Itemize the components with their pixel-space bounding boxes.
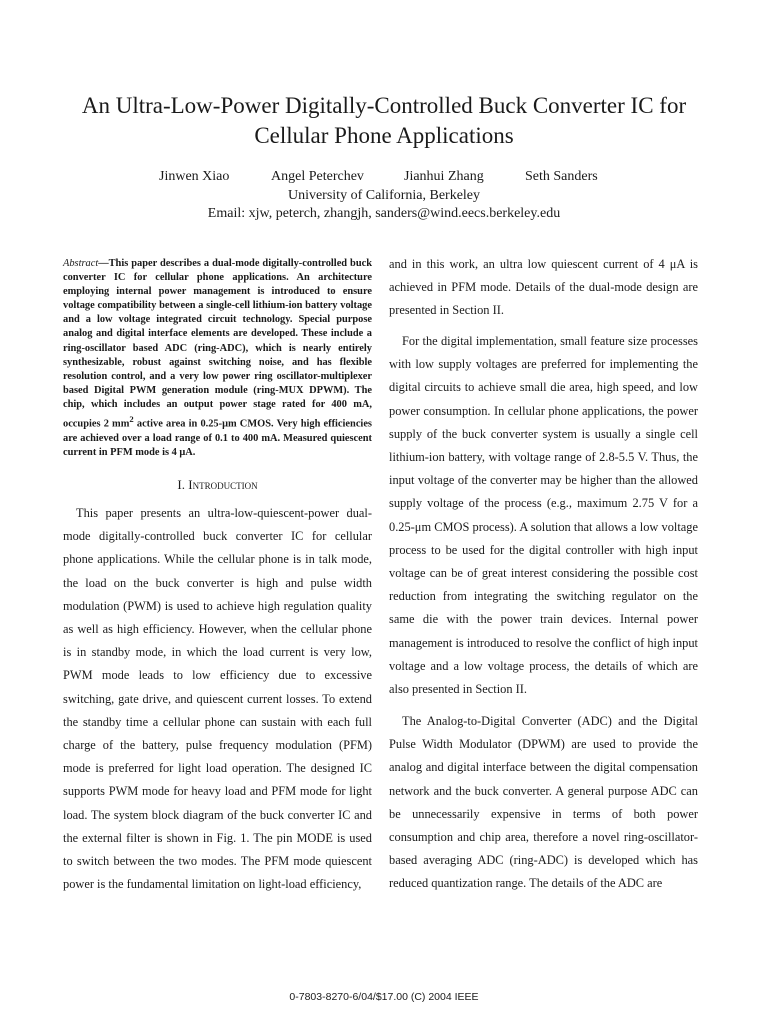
right-paragraph-3: The Analog-to-Digital Converter (ADC) and the Digital Pulse Width Modulator (DPWM) are used to provide the analog and digital interface between the digital compensation network and the buck converter. A general purpose ADC can be unnecessarily expensive in terms of both power consumption and chip area, therefore a novel ring-oscillator-based averaging ADC (ring-ADC) is developed which has reduced quantization range. The details of the ADC are xyxy=(389,714,698,891)
section-title: Introduction xyxy=(188,477,258,492)
email-line: Email: xjw, peterch, zhangjh, sanders@wind.eecs.berkeley.edu xyxy=(207,206,561,221)
abstract-text: This paper describes a dual-mode digitally-controlled buck converter IC for cellular phone applications. An architecture employing internal power management is introduced to ensure voltage compatibility between a single-cell lithium-ion battery voltage and a low voltage integrated circuit technology. Special purpose analog and digital interface elements are developed. These include a ring-oscillator based ADC (ring-ADC), which is nearly entirely synthesizable, robust against switching noise, and has flexible resolution control, and a very low power ring oscillator-multiplexer based Digital PWM generation module (ring-MUX DPWM). The chip, which includes an output power stage rated for 400 mA, occupies 2 mm xyxy=(63,258,372,430)
abstract-dash: — xyxy=(98,258,109,269)
section-number: I. xyxy=(177,477,185,492)
author-list xyxy=(0,169,768,187)
section-heading-introduction xyxy=(63,477,372,493)
author-name: Angel Peterchev xyxy=(271,169,364,184)
author-name: Jianhui Zhang xyxy=(404,169,484,184)
title-line-2: Cellular Phone Applications xyxy=(254,123,514,148)
abstract xyxy=(63,257,372,460)
author-name: Seth Sanders xyxy=(525,169,598,184)
title-line-1: An Ultra-Low-Power Digitally-Controlled Buck Converter IC for xyxy=(81,93,687,118)
right-paragraph-1: and in this work, an ultra low quiescent current of 4 μA is achieved in PFM mode. Details of the dual-mode design are presented in Section II. xyxy=(389,257,698,318)
copyright-footer: 0-7803-8270-6/04/$17.00 (C) 2004 IEEE xyxy=(289,991,479,1003)
abstract-label: Abstract xyxy=(63,258,99,269)
author-name: Jinwen Xiao xyxy=(159,169,230,184)
paper-title xyxy=(40,91,728,151)
right-paragraph-2: For the digital implementation, small feature size processes with low supply voltages are preferred for implementing the digital circuits to achieve small die area, high speed, and low power consumption. In cellular phone applications, the power supply of the buck converter system is usually a single cell lithium-ion battery, with voltage range of 2.8-5.5 V. Thus, the input voltage of the converter may be higher than the allowed supply voltage of the process (e.g., maximum 2.75 V for a 0.25-μm CMOS process). A solution that allows a low voltage process to be used for the digital controller with high input voltage can be of great interest considering the possible cost reduction from integrating the switching regulator on the same die with the power train devices. Internal power management is introduced to resolve the conflict of high input voltage and a low voltage process, the details of which are also presented in Section II. xyxy=(389,334,698,697)
affiliation: University of California, Berkeley xyxy=(287,188,481,203)
abstract-text-continued: active area in 0.25-μm CMOS. Very high efficiencies are achieved over a load range of 0.1 to 400 mA. Measured quiescent current in PFM mode is 4 μA. xyxy=(63,418,372,458)
abstract-superscript: 2 xyxy=(129,414,134,425)
intro-paragraph-1: This paper presents an ultra-low-quiescent-power dual-mode digitally-controlled buck converter IC for cellular phone applications. While the cellular phone is in talk mode, the load on the buck converter is high and pulse width modulation (PWM) is used to achieve high regulation quality as well as high efficiency. However, when the cellular phone is in standby mode, in which the load current is very low, PWM mode leads to low efficiency due to excessive switching, gate drive, and quiescent current losses. To extend the standby time a cellular phone can sustain with each full charge of the battery, pulse frequency modulation (PFM) mode is preferred for light load operation. The designed IC supports PWM mode for heavy load and PFM mode for light load. The system block diagram of the buck converter IC and the external filter is shown in Fig. 1. The pin MODE is used to switch between the two modes. The PFM mode quiescent power is the fundamental limitation on light-load efficiency, xyxy=(63,506,372,892)
